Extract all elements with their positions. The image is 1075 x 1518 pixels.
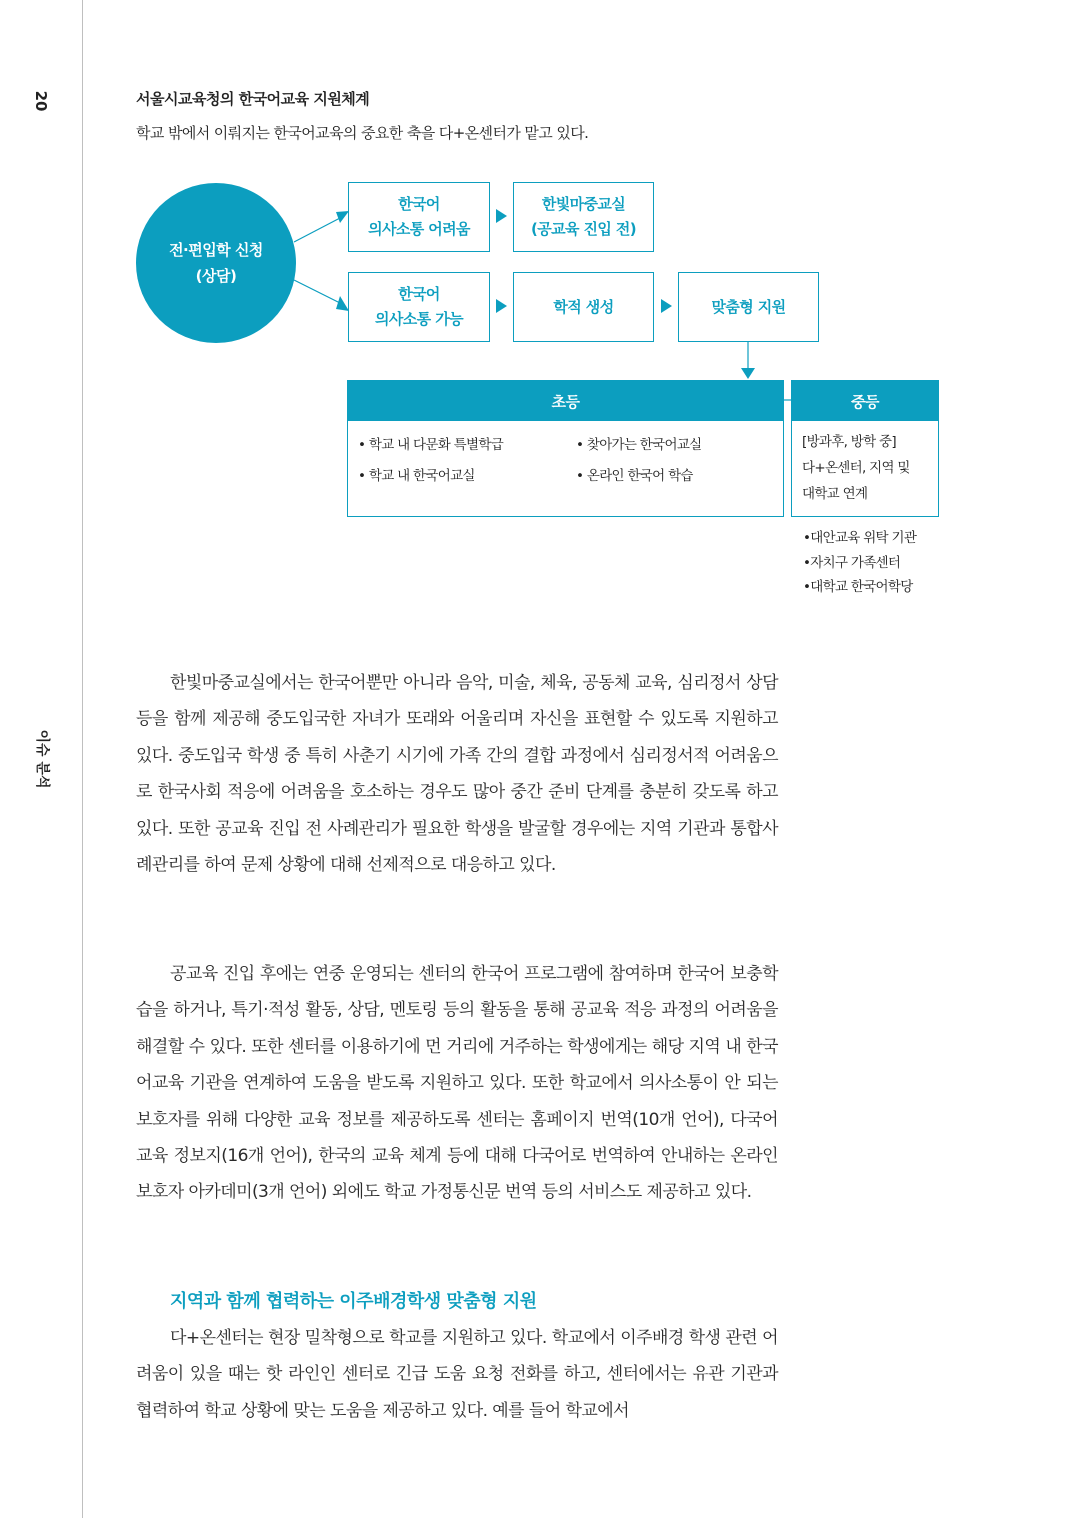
node-communication-difficult [348,182,490,252]
section-heading: 지역과 함께 협력하는 이주배경학생 맞춤형 지원 [170,1291,537,1312]
figure-title: 서울시교육청의 한국어교육 지원체계 [136,90,370,108]
node-communication-possible [348,272,490,342]
node-label: 한빛마중교실 [541,195,626,213]
node-label: (공교육 진입 전) [530,220,637,238]
elementary-header: 초등 [348,381,783,421]
running-section-title: 이슈 분석 [34,729,50,789]
node-label: 의사소통 어려움 [368,220,470,238]
node-customized-support [678,272,819,342]
node-label: 한국어 [398,285,440,303]
node-label: 의사소통 가능 [375,310,463,328]
start-node-line2: (상담) [195,267,237,285]
body-paragraph-2: 공교육 진입 후에는 연중 운영되는 센터의 한국어 프로그램에 참여하며 한국어 보충학습을 하거나, 특기·적성 활동, 상담, 멘토링 등의 활동을 통해 공교육 적응 과정의 어려움을 해결할 수 있다. 또한 센터를 이용하기에 먼 거리에 거주하는 학생에게는 해당 지역 내 한국어교육 기관을 연계하여 도움을 받도록 지원하고 있다. 또한 학교에서 의사소통이 안 되는 보호자를 위해 다양한 교육 정보를 제공하도록 센터는 홈페이지 번역(10개 언어), 다국어 교육 정보지(16개 언어), 한국의 교육 체계 등에 대해 다국어로 번역하여 안내하는 온라인 보호자 아카데미(3개 언어) 외에도 학교 가정통신문 번역 등의 서비스도 제공하고 있다. [136,964,778,1203]
list-item: •자치구 가족센터 [803,554,901,571]
list-item: •대안교육 위탁 기관 [803,530,917,546]
node-label: 학적 생성 [553,297,614,316]
secondary-extra-list [803,526,916,600]
elementary-item: • 학교 내 다문화 특별학급 [358,437,504,453]
secondary-panel [791,380,939,517]
secondary-line: 대학교 연계 [802,486,868,502]
arrow-down-icon [741,368,755,379]
list-item: •대학교 한국어학당 [803,579,913,595]
secondary-lines [802,429,910,507]
arrow-right-icon [661,299,672,313]
secondary-line: 다+온센터, 지역 및 [802,460,910,476]
elementary-panel [347,380,784,517]
figure-subtitle: 학교 밖에서 이뤄지는 한국어교육의 중요한 축을 다+온센터가 맡고 있다. [136,124,589,142]
node-label: 맞춤형 지원 [711,297,786,316]
page-number: 20 [32,90,50,112]
body-paragraph-3: 다+온센터는 현장 밀착형으로 학교를 지원하고 있다. 학교에서 이주배경 학생 관련 어려움이 있을 때는 핫 라인인 센터로 긴급 도움 요청 전화를 하고, 센터에서는 유관 기관과 협력하여 학교 상황에 맞는 도움을 제공하고 있다. 예를 들어 학교에서 [136,1328,778,1421]
connector-to-row1 [294,218,340,242]
arrow-right-icon [496,209,507,223]
body-paragraph-1: 한빛마중교실에서는 한국어뿐만 아니라 음악, 미술, 체육, 공동체 교육, 심리정서 상담 등을 함께 제공해 중도입국한 자녀가 또래와 어울리며 자신을 표현할 수 있도록 지원하고 있다. 중도입국 학생 중 특히 사춘기 시기에 가족 간의 결합 과정에서 심리정서적 어려움으로 한국사회 적응에 어려움을 호소하는 경우도 많아 중간 준비 단계를 충분히 갖도록 하고 있다. 또한 공교육 진입 전 사례관리가 필요한 학생을 발굴할 경우에는 지역 기관과 통합사례관리를 하여 문제 상황에 대해 선제적으로 대응하고 있다. [136,673,778,876]
arrow-right-icon [496,299,507,313]
elementary-item: • 온라인 한국어 학습 [576,468,693,484]
secondary-header: 중등 [792,381,938,421]
connector-to-row2 [294,280,340,303]
node-hanbit-class [513,182,654,252]
start-node-line1: 전·편입학 신청 [169,241,263,259]
elementary-item: • 찾아가는 한국어교실 [576,437,702,453]
elementary-item: • 학교 내 한국어교실 [358,468,475,484]
secondary-line: [방과후, 방학 중] [802,434,896,450]
node-label: 한국어 [398,195,440,213]
node-enrollment [513,272,654,342]
start-node-apply-transfer [136,183,296,343]
